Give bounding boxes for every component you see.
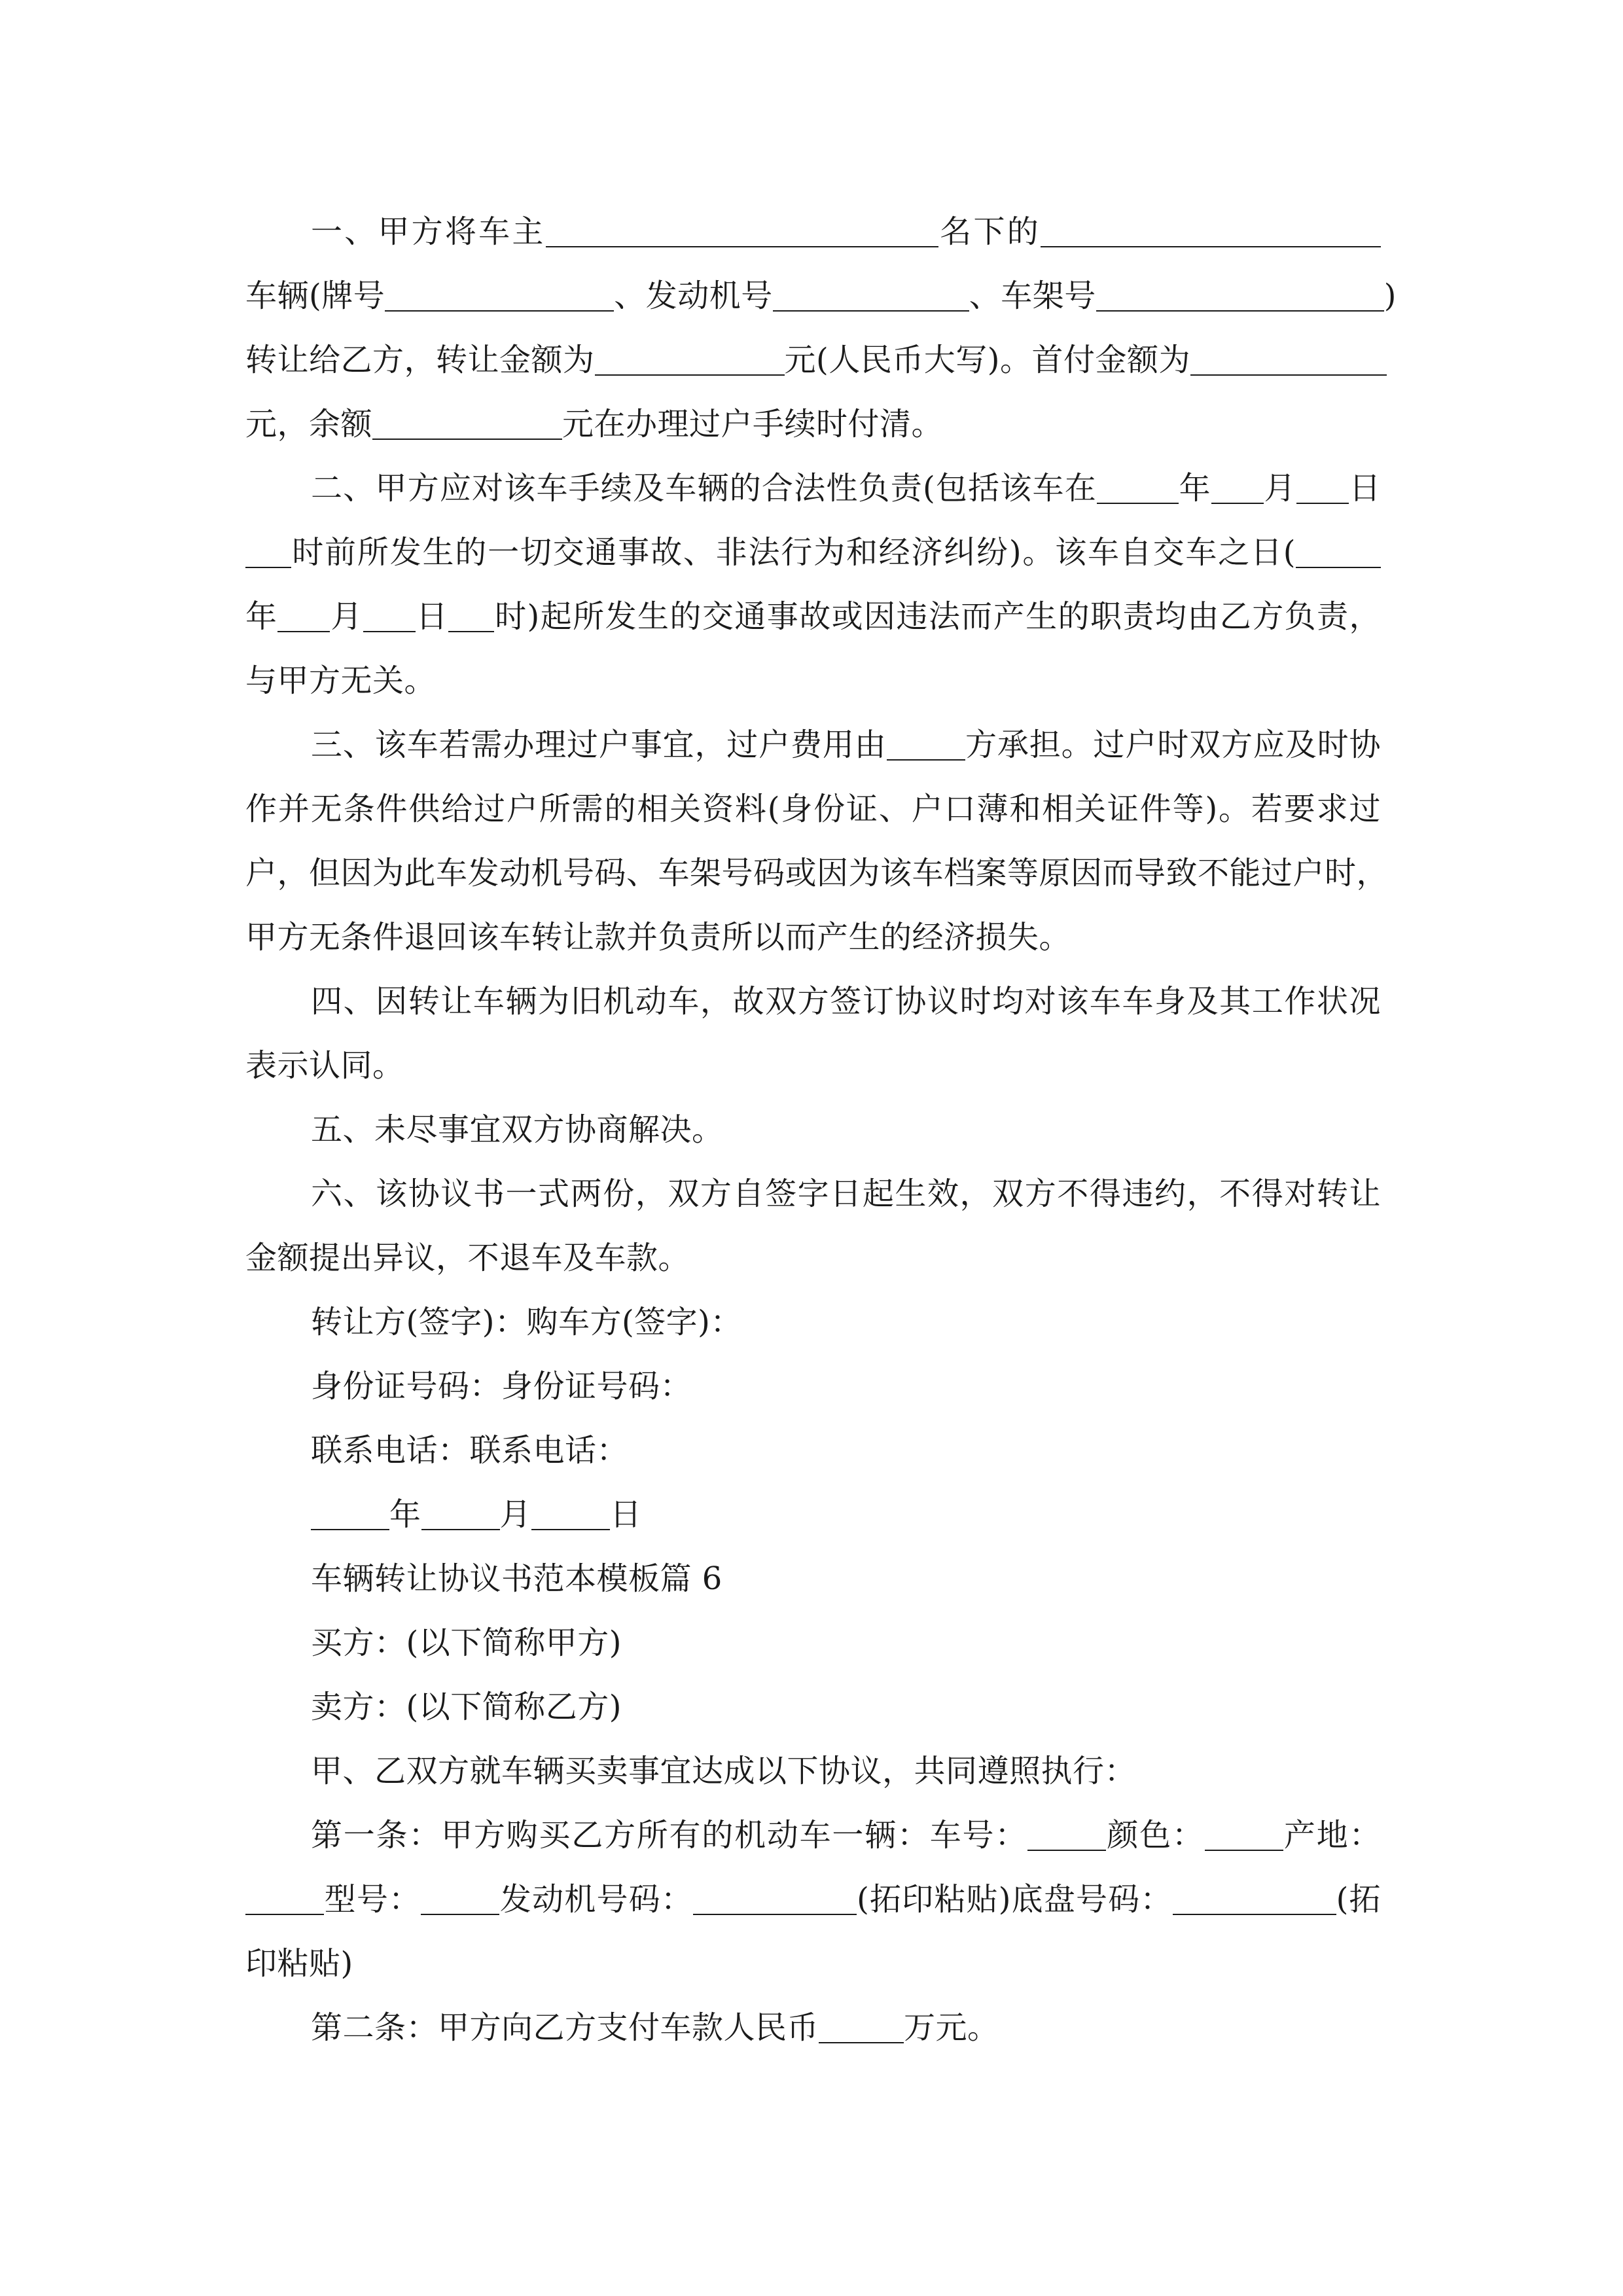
text: 型号： [324,1881,421,1918]
text: 车辆(牌号 [245,278,385,314]
blank-sign-month[interactable] [421,1492,500,1530]
text: 月 [330,598,363,635]
blank-vehicle[interactable] [1041,209,1381,247]
text: 元(人民币大写)。首付金额为 [784,342,1190,378]
blank-chassis-code[interactable] [1173,1877,1336,1915]
text: 、发动机号 [614,278,773,314]
blank-car-number[interactable] [1027,1813,1106,1851]
blank-engine-code[interactable] [693,1877,857,1915]
clause2-line3 [245,584,1381,649]
date-line [245,1482,1381,1547]
phone-line: 联系电话：联系电话： [311,1432,629,1469]
blank-down-payment[interactable] [1190,338,1387,376]
text: 三、该车若需办理过户事宜，过户费用由 [311,726,887,763]
blank-frame-number[interactable] [1096,274,1384,312]
text: 、车架号 [969,278,1096,314]
clause2-line2 [245,520,1381,584]
blank-month[interactable] [1211,466,1264,504]
text: 第一条：甲方购买乙方所有的机动车一辆：车号： [311,1817,1028,1854]
blank-owner-name[interactable] [546,209,938,247]
clause3-line1 [245,713,1381,777]
clause1-line4 [245,392,1381,456]
text: 日 [610,1496,642,1533]
text: 颜色： [1106,1817,1205,1854]
text: 转让给乙方，转让金额为 [245,342,595,378]
blank-origin[interactable] [245,1877,324,1915]
text: 产地： [1283,1817,1381,1854]
article2-line [245,1996,1381,2060]
text: (拓 [1336,1881,1381,1918]
clause1-line3 [245,328,1381,392]
clause4-line2: 表示认同。 [245,1047,404,1084]
intro-line: 甲、乙双方就车辆买卖事宜达成以下协议，共同遵照执行： [311,1753,1137,1789]
article1-line2 [245,1867,1381,1931]
clause6-line1: 六、该协议书一式两份，双方自签字日起生效，双方不得违约，不得对转让 [311,1175,1381,1212]
blank-handover-year[interactable] [1296,530,1381,568]
text: 元，余额 [245,406,373,442]
text: 二、甲方应对该车手续及车辆的合法性负责(包括该车在 [311,470,1097,507]
text: 年 [1178,470,1211,507]
text: 年 [245,598,278,635]
blank-sign-year[interactable] [311,1492,389,1530]
text: 万元。 [904,2009,999,2046]
blank-year[interactable] [1097,466,1179,504]
clause1-line1 [245,200,1381,264]
clause3-line3: 户，但因为此车发动机号码、车架号码或因为该车档案等原因而导致不能过户时， [245,855,1389,891]
text: 时)起所发生的交通事故或因违法而产生的职责均由乙方负责， [494,598,1381,635]
blank-day[interactable] [1296,466,1349,504]
blank-engine-number[interactable] [773,274,969,312]
text: 日 [1348,470,1381,507]
blank-balance[interactable] [372,402,562,440]
text: 月 [499,1496,532,1533]
text: 方承担。过户时双方应及时协 [965,726,1381,763]
clause2-line1 [245,456,1381,520]
blank-payment-amount[interactable] [819,2005,904,2043]
text: (拓印粘贴)底盘号码： [857,1881,1173,1918]
clause4-line1: 四、因转让车辆为旧机动车，故双方签订协议时均对该车车身及其工作状况 [311,983,1381,1020]
blank-transfer-amount[interactable] [595,338,785,376]
blank-handover-hour[interactable] [448,594,494,632]
blank-fee-party[interactable] [887,723,965,761]
text: 日 [415,598,449,635]
text: 第二条：甲方向乙方支付车款人民币 [311,2009,819,2046]
text: ) [1383,278,1397,314]
blank-hour[interactable] [245,530,291,568]
clause2-line4: 与甲方无关。 [245,662,437,699]
clause3-line2: 作并无条件供给过户所需的相关资料(身份证、户口薄和相关证件等)。若要求过 [245,791,1381,827]
blank-handover-month[interactable] [277,594,330,632]
clause6-line2: 金额提出异议，不退车及车款。 [245,1240,690,1276]
text: 元在办理过户手续时付清。 [562,406,944,442]
clause3-line4: 甲方无条件退回该车转让款并负责所以而产生的经济损失。 [245,919,1071,956]
article1-line3: 印粘贴) [245,1945,353,1982]
text: 一、甲方将车主 [311,213,546,250]
text: 发动机号码： [499,1881,694,1918]
text: 月 [1263,470,1296,507]
blank-color[interactable] [1205,1813,1283,1851]
article1-line1 [245,1803,1381,1867]
section6-title: 车辆转让协议书范本模板篇 6 [311,1560,722,1597]
text: 年 [389,1496,421,1533]
text: 时前所发生的一切交通事故、非法行为和经济纠纷)。该车自交车之日( [291,534,1296,571]
document-page [245,200,1397,2060]
blank-plate-number[interactable] [385,274,614,312]
id-number-line: 身份证号码：身份证号码： [311,1368,692,1405]
blank-sign-day[interactable] [531,1492,610,1530]
signature-line: 转让方(签字)：购车方(签字)： [311,1304,742,1340]
seller-line: 卖方：(以下简称乙方) [311,1689,622,1725]
blank-model[interactable] [421,1877,499,1915]
buyer-line: 买方：(以下简称甲方) [311,1624,622,1661]
blank-handover-day[interactable] [363,594,416,632]
clause5-line1: 五、未尽事宜双方协商解决。 [311,1111,724,1148]
clause1-line2 [245,264,1397,328]
text: 名下的 [938,213,1041,250]
